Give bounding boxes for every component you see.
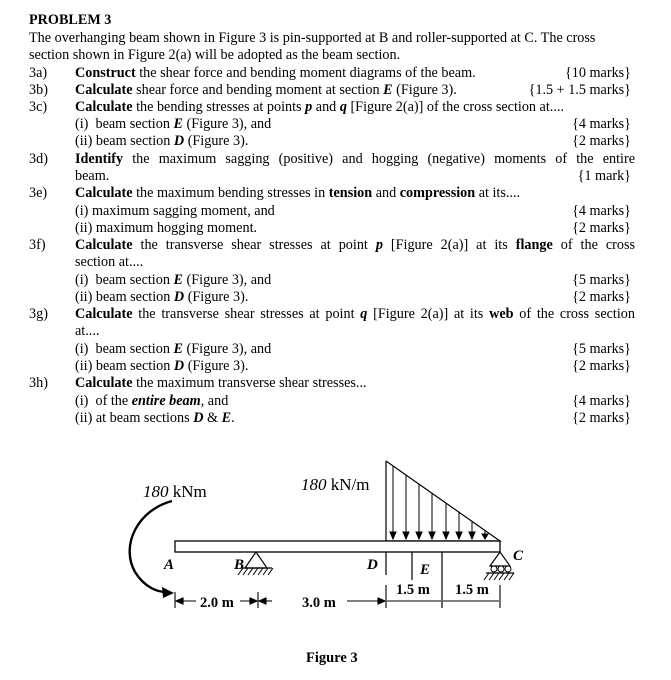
question-text: Calculate the bending stresses at points p and q [Figure 2(a)] of the cross section at.... — [75, 99, 564, 115]
beam — [175, 541, 500, 552]
sub-item-marks: {4 marks} — [572, 393, 631, 409]
keyword: Calculate — [75, 185, 133, 201]
sub-item: (i) of the entire beam, and — [75, 393, 229, 409]
keyword: Calculate — [75, 99, 133, 115]
sub-item-marks: {2 marks} — [572, 133, 631, 149]
question-text: Identify the maximum sagging (positive) and hogging (negative) moments of the entire — [75, 151, 635, 167]
point-e-label: E — [420, 562, 431, 578]
point-a-label: A — [164, 557, 175, 573]
keyword: Calculate — [75, 306, 133, 322]
sub-item: (i) maximum sagging moment, and — [75, 203, 275, 219]
question-label: 3c) — [29, 99, 48, 115]
question-label: 3g) — [29, 306, 48, 322]
keyword: Calculate — [75, 237, 133, 253]
sub-item: (ii) beam section D (Figure 3). — [75, 133, 249, 149]
sub-item-marks: {4 marks} — [572, 203, 631, 219]
sub-item-marks: {2 marks} — [572, 220, 631, 236]
sub-item: (ii) beam section D (Figure 3). — [75, 358, 249, 374]
point-c-label: C — [513, 548, 524, 564]
keyword: Calculate — [75, 375, 133, 391]
keyword: Calculate — [75, 82, 133, 98]
sub-item: (i) beam section E (Figure 3), and — [75, 272, 272, 288]
question-label: 3a) — [29, 65, 48, 81]
sub-item: (ii) maximum hogging moment. — [75, 220, 258, 236]
dim-bd-label: 3.0 m — [302, 595, 336, 611]
question-label: 3b) — [29, 82, 48, 98]
question-text: Calculate shear force and bending moment at section E (Figure 3). — [75, 82, 457, 98]
dim-de-label: 1.5 m — [396, 582, 430, 598]
question-label: 3h) — [29, 375, 48, 391]
question-label: 3d) — [29, 151, 48, 167]
question-text-continued: section at.... — [75, 254, 144, 270]
distributed-load-outline — [386, 461, 500, 541]
load-arrows — [390, 466, 488, 539]
point-d-label: D — [367, 557, 378, 573]
sub-item: (ii) beam section D (Figure 3). — [75, 289, 249, 305]
question-marks: {10 marks} — [564, 65, 631, 81]
roller-support-c — [484, 552, 514, 580]
moment-arrowhead — [162, 587, 174, 598]
question-text: Calculate the transverse shear stresses at point p [Figure 2(a)] at its flange of the cross — [75, 237, 635, 253]
sub-item: (ii) at beam sections D & E. — [75, 410, 235, 426]
keyword: Identify — [75, 151, 124, 167]
sub-item-marks: {2 marks} — [572, 289, 631, 305]
question-text: Calculate the transverse shear stresses at point q [Figure 2(a)] at its web of the cross section — [75, 306, 635, 322]
dim-ec-label: 1.5 m — [455, 582, 489, 598]
question-text-continued: at.... — [75, 323, 100, 339]
intro-line-1: The overhanging beam shown in Figure 3 is pin-supported at B and roller-supported at C. The cross — [29, 30, 596, 46]
sub-item-marks: {2 marks} — [572, 358, 631, 374]
question-text: Construct the shear force and bending moment diagrams of the beam. — [75, 65, 476, 81]
question-marks: {1 mark} — [577, 168, 631, 184]
sub-item-marks: {4 marks} — [572, 116, 631, 132]
load-label: 180 kN/m — [301, 475, 370, 494]
sub-item-marks: {2 marks} — [572, 410, 631, 426]
question-text: Calculate the maximum transverse shear stresses... — [75, 375, 367, 391]
dim-ab-label: 2.0 m — [200, 595, 234, 611]
question-marks: {1.5 + 1.5 marks} — [528, 82, 631, 98]
point-b-label: B — [234, 557, 245, 573]
keyword: Construct — [75, 65, 136, 81]
sub-item: (i) beam section E (Figure 3), and — [75, 341, 272, 357]
moment-label: 180 kNm — [143, 482, 207, 501]
problem-title: PROBLEM 3 — [29, 12, 112, 28]
question-text: Calculate the maximum bending stresses in tension and compression at its.... — [75, 185, 521, 201]
sub-item-marks: {5 marks} — [572, 272, 631, 288]
question-text-continued: beam. — [75, 168, 110, 184]
question-label: 3e) — [29, 185, 48, 201]
beam-figure — [0, 450, 671, 680]
intro-line-2: section shown in Figure 2(a) will be adopted as the beam section. — [29, 47, 401, 63]
question-label: 3f) — [29, 237, 46, 253]
moment-arc — [130, 501, 175, 592]
sub-item-marks: {5 marks} — [572, 341, 631, 357]
figure-caption: Figure 3 — [306, 650, 358, 666]
sub-item: (i) beam section E (Figure 3), and — [75, 116, 272, 132]
